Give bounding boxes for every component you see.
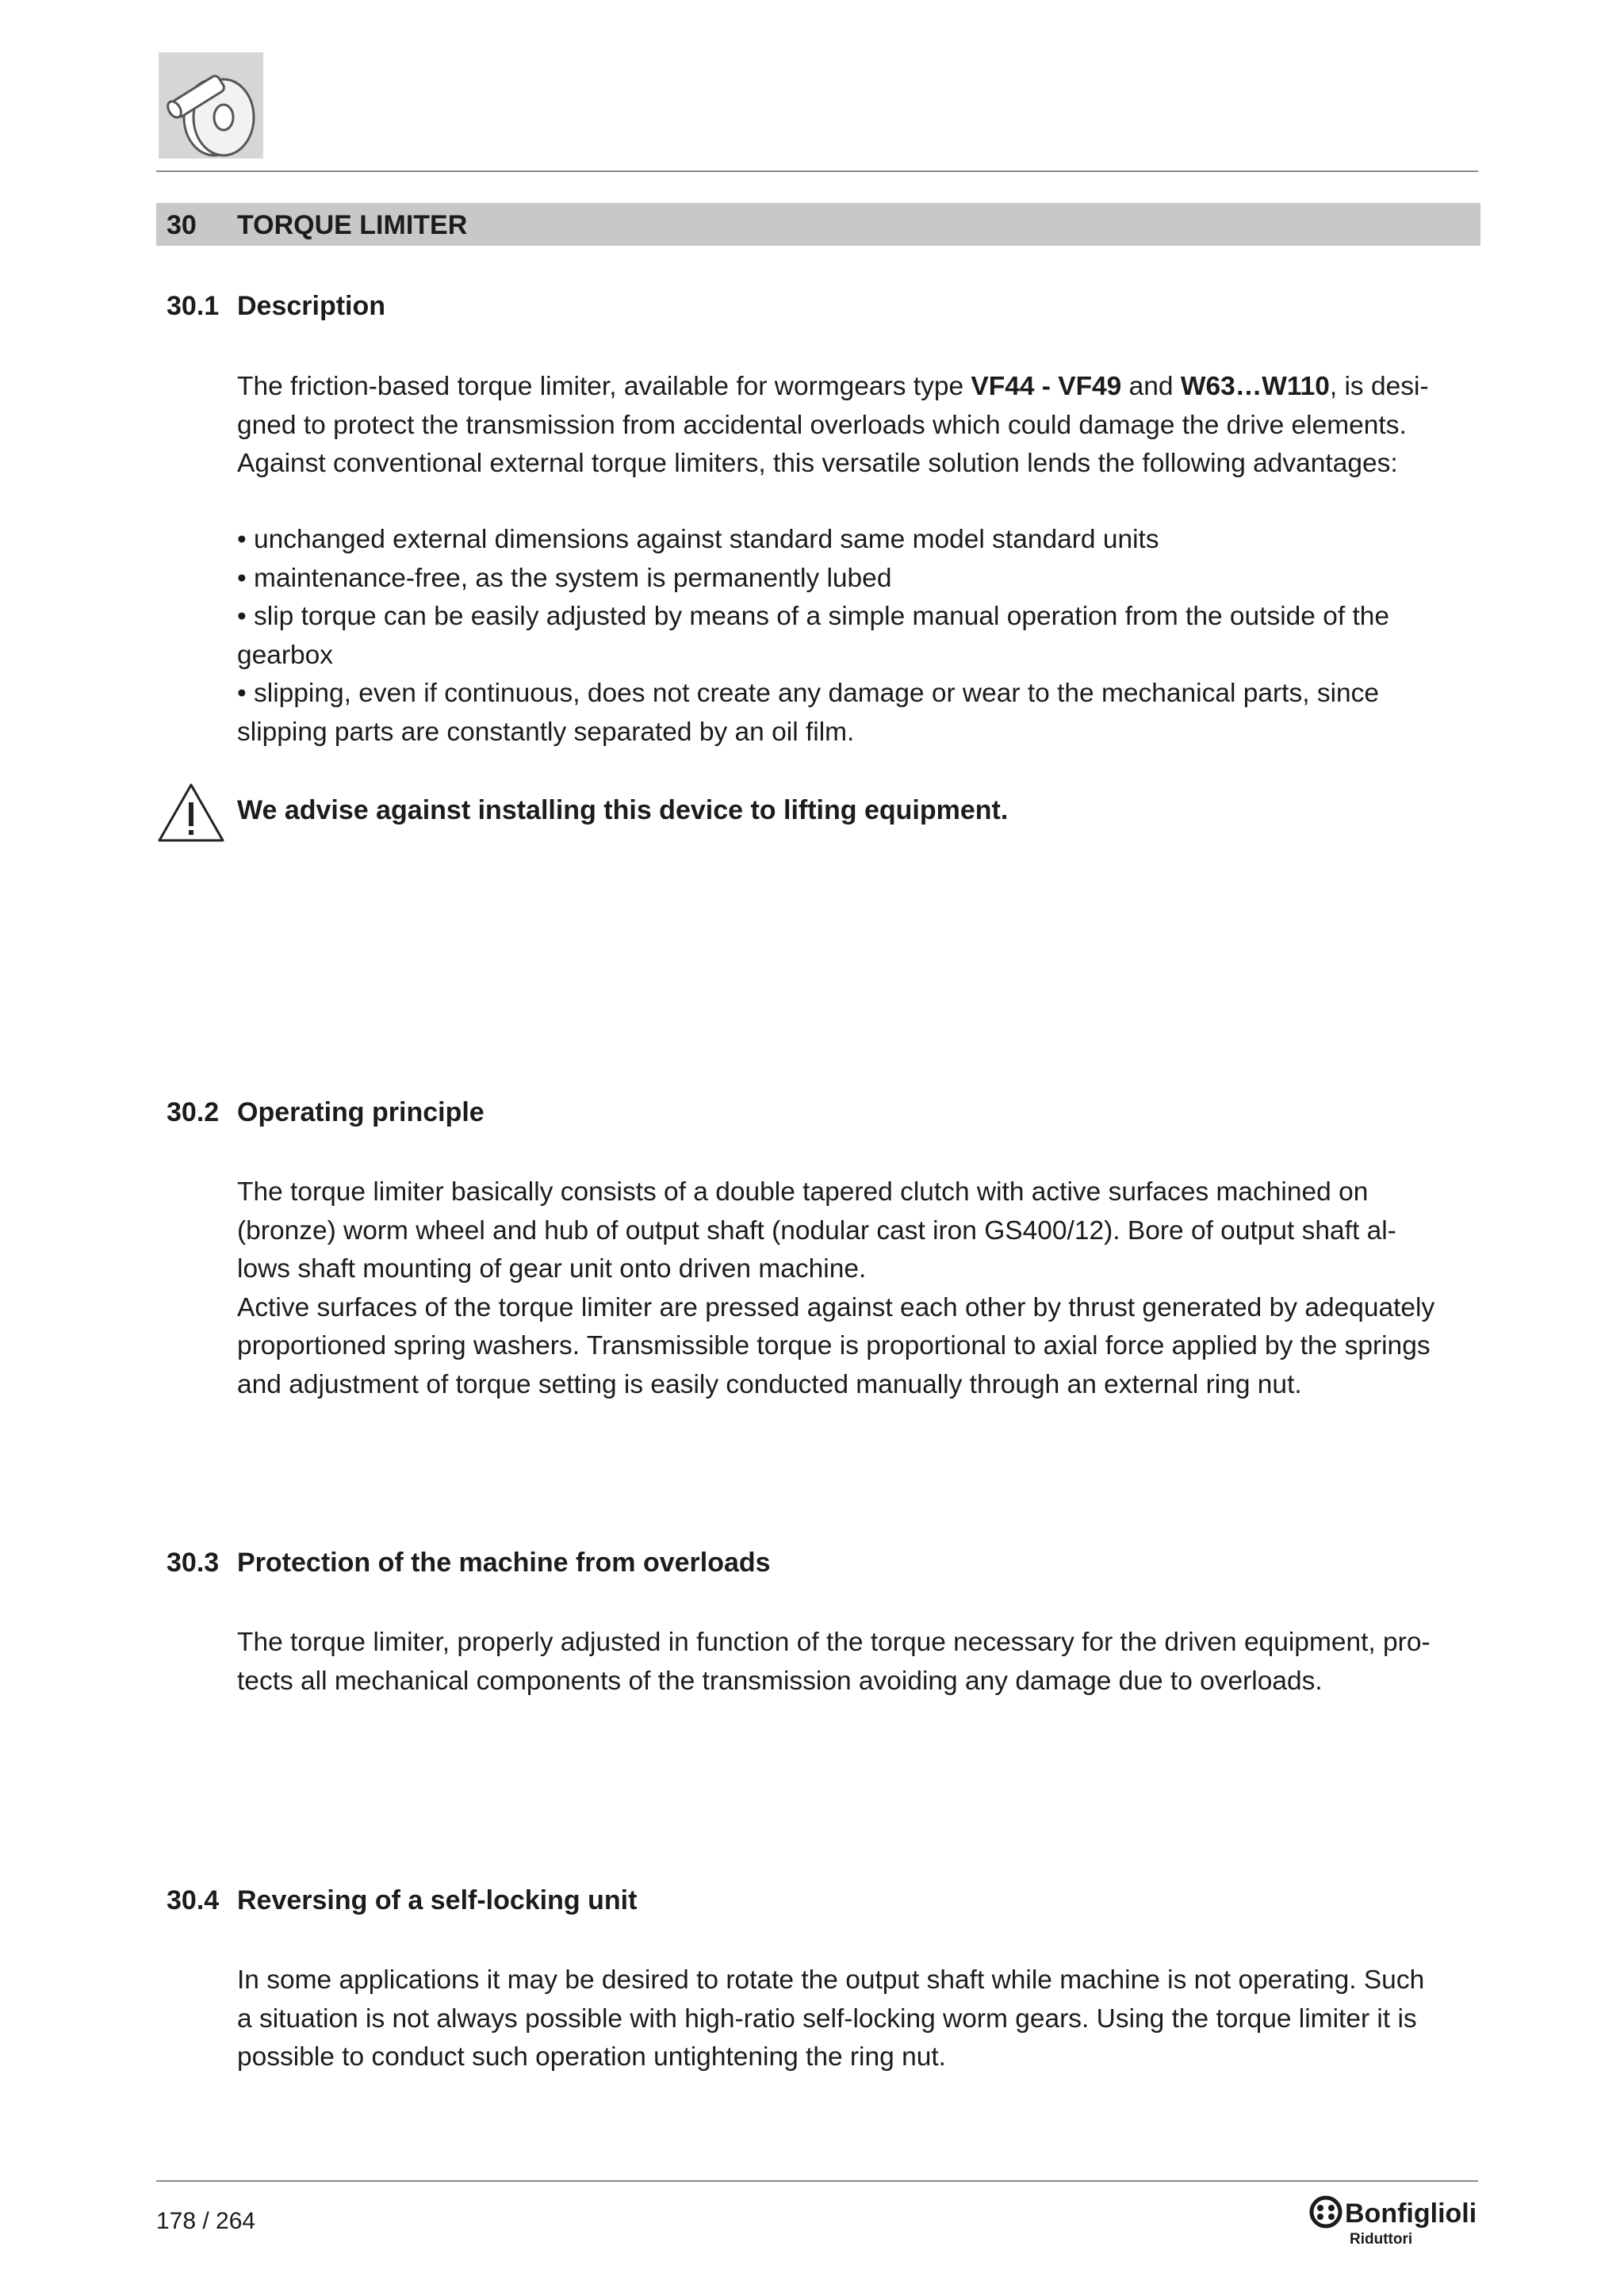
section-number: 30.3 <box>167 1548 220 1578</box>
section-title: Description <box>237 291 386 321</box>
paragraph-line: and adjustment of torque setting is easily conducted manually through an external ring nut. <box>237 1369 1302 1399</box>
paragraph-line: lows shaft mounting of gear unit onto driven machine. <box>237 1254 867 1284</box>
section-title: Operating principle <box>237 1097 485 1127</box>
warning-text: We advise against installing this device to lifting equipment. <box>237 795 1009 825</box>
worm-gear-icon <box>159 52 263 159</box>
paragraph-line: (bronze) worm wheel and hub of output shaft (nodular cast iron GS400/12). Bore of output shaft al- <box>237 1215 1396 1246</box>
paragraph-line: The friction-based torque limiter, available for wormgears type VF44 - VF49 and W63…W110, is desi- <box>237 372 1429 401</box>
section-number: 30.4 <box>167 1885 220 1915</box>
page-number: 178 / 264 <box>156 2208 256 2234</box>
section-title: Protection of the machine from overloads <box>237 1548 771 1578</box>
description-intro <box>237 368 1482 484</box>
operating-principle-text <box>237 1173 1482 1404</box>
paragraph-line: Active surfaces of the torque limiter are pressed against each other by thrust generated by adequately <box>237 1292 1435 1322</box>
paragraph-line: tects all mechanical components of the transmission avoiding any damage due to overloads. <box>237 1666 1323 1696</box>
paragraph-line: possible to conduct such operation untightening the ring nut. <box>237 2042 946 2072</box>
advantages-list <box>237 521 1482 752</box>
list-item-continuation: gearbox <box>237 640 334 670</box>
paragraph-line: gned to protect the transmission from accidental overloads which could damage the drive elements. <box>237 410 1407 440</box>
paragraph-line: Against conventional external torque limiters, this versatile solution lends the following advantages: <box>237 449 1398 478</box>
paragraph-line: a situation is not always possible with high-ratio self-locking worm gears. Using the torque limiter it is <box>237 2003 1417 2034</box>
list-item: • slip torque can be easily adjusted by means of a simple manual operation from the outside of the <box>237 602 1390 631</box>
paragraph-line: proportioned spring washers. Transmissible torque is proportional to axial force applied by the springs <box>237 1331 1431 1360</box>
list-item: • unchanged external dimensions against standard same model standard units <box>237 525 1159 554</box>
paragraph-line: The torque limiter basically consists of a double tapered clutch with active surfaces machined on <box>237 1177 1369 1207</box>
overload-protection-text <box>237 1624 1482 1701</box>
chapter-title: TORQUE LIMITER <box>237 210 468 240</box>
section-number: 30.1 <box>167 291 220 321</box>
chapter-number: 30 <box>167 210 197 240</box>
header-rule <box>156 170 1478 172</box>
section-title: Reversing of a self-locking unit <box>237 1885 638 1915</box>
list-item-continuation: slipping parts are constantly separated by an oil film. <box>237 717 855 747</box>
list-item: • slipping, even if continuous, does not create any damage or wear to the mechanical parts, since <box>237 679 1380 708</box>
bonfiglioli-logo <box>1308 2195 1483 2250</box>
paragraph-line: The torque limiter, properly adjusted in function of the torque necessary for the driven equipment, pro- <box>237 1628 1431 1657</box>
brand-mark-icon <box>1312 2198 1340 2226</box>
paragraph-line: In some applications it may be desired to rotate the output shaft while machine is not operating. Such <box>237 1965 1425 1995</box>
brand-name: Bonfiglioli <box>1345 2198 1477 2229</box>
brand-subtitle: Riduttori <box>1350 2231 1413 2248</box>
list-item: • maintenance-free, as the system is permanently lubed <box>237 563 892 593</box>
reversing-text <box>237 1961 1482 2077</box>
footer-rule <box>156 2180 1478 2182</box>
section-number: 30.2 <box>167 1097 220 1127</box>
warning-triangle-icon <box>156 782 226 844</box>
